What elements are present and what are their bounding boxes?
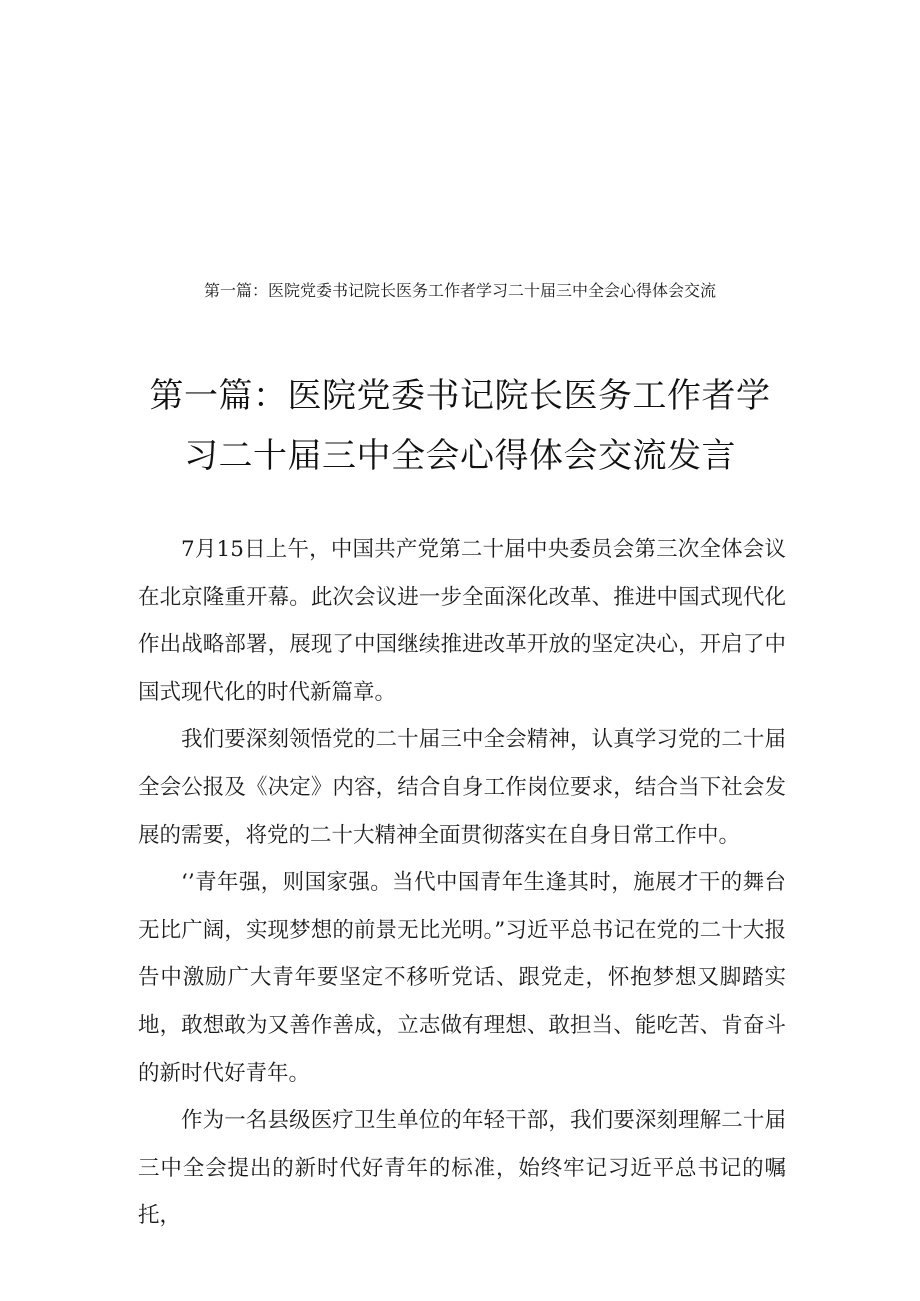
title-line-1: 第一篇：医院党委书记院长医务工作者学	[149, 376, 771, 416]
paragraph: ‘’青年强，则国家强。当代中国青年生逢其时，施展才干的舞台无比广阔，实现梦想的前景无比光明。”习近平总书记在党的二十大报告中激励广大青年要坚定不移听党话、跟党走，怀抱梦想又脚踏实地，敢想敢为又善作善成，立志做有理想、敢担当、能吃苦、肯奋斗的新时代好青年。	[138, 870, 786, 1086]
running-header: 第一篇：医院党委书记院长医务工作者学习二十届三中全会心得体会交流	[203, 281, 716, 300]
title-line-2: 习二十届三中全会心得体会交流发言	[184, 436, 736, 476]
paragraph: 作为一名县级医疗卫生单位的年轻干部，我们要深刻理解二十届三中全会提出的新时代好青年的标准，始终牢记习近平总书记的嘱托，	[138, 1108, 786, 1229]
paragraph: 我们要深刻领悟党的二十届三中全会精神，认真学习党的二十届全会公报及《决定》内容，结合自身工作岗位要求，结合当下社会发展的需要，将党的二十大精神全面贯彻落实在自身日常工作中。	[138, 727, 786, 848]
document-body	[138, 526, 786, 1240]
document-title	[120, 366, 800, 486]
paragraph: 7月15日上午，中国共产党第二十届中央委员会第三次全体会议在北京隆重开幕。此次会议进一步全面深化改革、推进中国式现代化作出战略部署，展现了中国继续推进改革开放的坚定决心，开启了中国式现代化的时代新篇章。	[138, 537, 786, 705]
